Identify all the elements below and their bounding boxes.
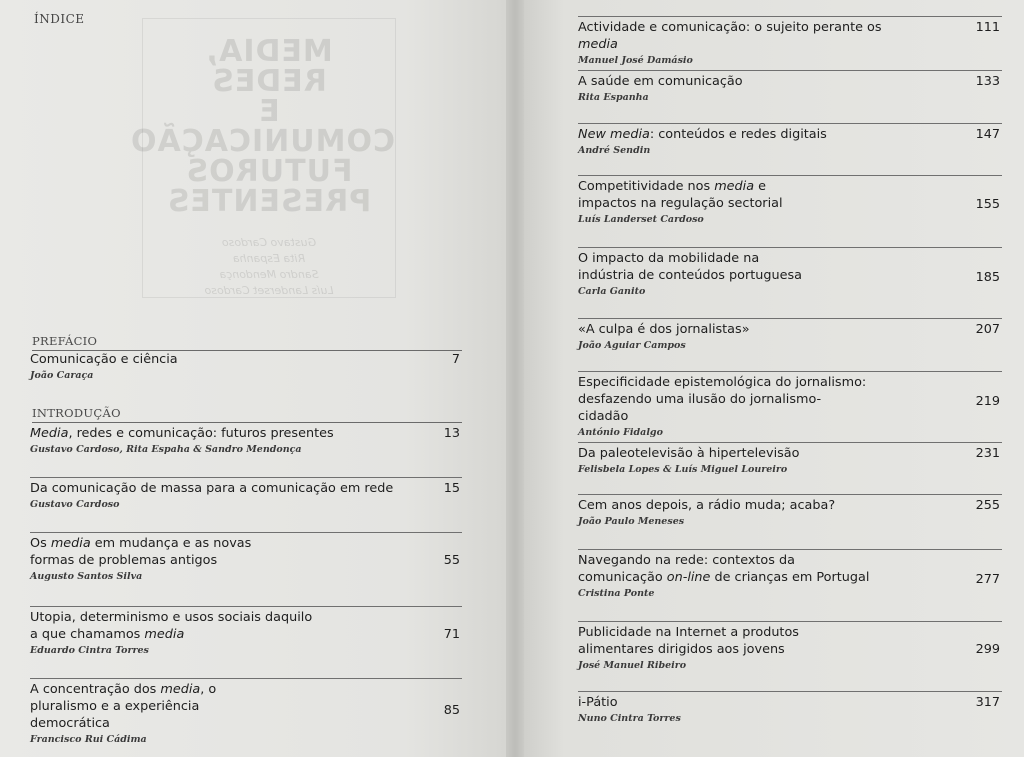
- entry-title: [578, 445, 950, 462]
- entry-title-text: A saúde em comunicação: [578, 74, 743, 89]
- toc-entry[interactable]: [578, 175, 1002, 226]
- entry-page-number: 147: [975, 127, 1000, 142]
- toc-entry[interactable]: [30, 532, 462, 583]
- entry-author: António Fidalgo: [578, 427, 663, 438]
- toc-entry[interactable]: [30, 351, 462, 382]
- toc-entry[interactable]: [578, 318, 1002, 352]
- entry-title-italic: media: [578, 37, 618, 52]
- entry-page-number: 133: [975, 74, 1000, 89]
- entry-title: [30, 609, 320, 643]
- bleed-through-watermark: MEDIA, REDES E COMUNICAÇÃO FUTUROS PRESENTES Gustavo Cardoso Rita Espanha Sandro Mendonça Luís Landerset Cardoso: [142, 18, 396, 298]
- entry-author: Eduardo Cintra Torres: [30, 645, 149, 656]
- entry-title: [578, 178, 828, 212]
- entry-title: [578, 250, 818, 284]
- entry-title: [578, 126, 950, 143]
- entry-page-number: 219: [975, 394, 1000, 409]
- entry-title-text: Especificidade epistemológica do jornalismo: desfazendo uma ilusão do jornalismo-cidadão: [578, 375, 867, 424]
- entry-title-italic: on-line: [666, 570, 711, 585]
- toc-entry[interactable]: [30, 678, 462, 746]
- entry-title-text: O impacto da mobilidade na indústria de conteúdos portuguesa: [578, 251, 802, 283]
- toc-entry[interactable]: [30, 425, 462, 456]
- entry-title: [30, 681, 276, 732]
- entry-title-text: i-Pátio: [578, 695, 618, 710]
- entry-page-number: 7: [451, 352, 460, 367]
- toc-entry[interactable]: [578, 16, 1002, 67]
- entry-author: João Paulo Meneses: [578, 516, 685, 527]
- entry-page-number: 317: [975, 695, 1000, 710]
- entry-title-text: Utopia, determinismo e usos sociais daquilo a que chamamos: [30, 610, 313, 642]
- entry-title-text: Publicidade na Internet a produtos alimentares dirigidos aos jovens: [578, 625, 799, 657]
- entry-title-text: Navegando na rede: contextos da comunicação: [578, 553, 795, 585]
- entry-title-italic: media: [714, 179, 755, 194]
- entry-page-number: 277: [975, 572, 1000, 587]
- toc-entry[interactable]: [30, 477, 462, 511]
- entry-author: Nuno Cintra Torres: [578, 713, 681, 724]
- entry-title: [578, 694, 950, 711]
- entry-page-number: 255: [975, 498, 1000, 513]
- entry-title-text: em mudança e as novas formas de problemas antigos: [30, 536, 252, 568]
- toc-entry[interactable]: [578, 691, 1002, 725]
- toc-entry[interactable]: [578, 123, 1002, 157]
- entry-page-number: 231: [975, 446, 1000, 461]
- entry-title: [30, 480, 430, 497]
- entry-title-text: : conteúdos e redes digitais: [649, 127, 827, 142]
- entry-page-number: 111: [975, 20, 1000, 35]
- entry-title-italic: media: [144, 627, 185, 642]
- entry-title-text: , o pluralismo e a experiência democrática: [30, 682, 217, 731]
- entry-title-text: Actividade e comunicação: o sujeito perante os: [578, 20, 882, 35]
- entry-page-number: 55: [443, 553, 460, 568]
- entry-page-number: 155: [975, 197, 1000, 212]
- entry-page-number: 299: [975, 642, 1000, 657]
- entry-author: Gustavo Cardoso: [30, 499, 120, 510]
- entry-page-number: 185: [975, 270, 1000, 285]
- toc-entry[interactable]: [578, 442, 1002, 476]
- entry-author: Rita Espanha: [578, 92, 649, 103]
- entry-author: João Caraça: [30, 370, 94, 381]
- entry-title-text: Da paleotelevisão à hipertelevisão: [578, 446, 800, 461]
- entry-page-number: 85: [443, 703, 460, 718]
- entry-author: Francisco Rui Cádima: [30, 734, 147, 745]
- entry-title: [578, 73, 950, 90]
- entry-title-text: A concentração dos: [30, 682, 161, 697]
- section-label-introducao: INTRODUÇÃO: [32, 406, 462, 423]
- entry-title-text: Os: [30, 536, 51, 551]
- entry-author: Gustavo Cardoso, Rita Espaha & Sandro Mendonça: [30, 444, 302, 455]
- entry-author: Augusto Santos Silva: [30, 571, 143, 582]
- toc-entry[interactable]: [578, 621, 1002, 672]
- entry-title-italic: Media: [30, 426, 69, 441]
- entry-page-number: 13: [443, 426, 460, 441]
- entry-page-number: 15: [443, 481, 460, 496]
- toc-entry[interactable]: [578, 549, 1002, 600]
- entry-title-text: «A culpa é dos jornalistas»: [578, 322, 750, 337]
- section-label-prefacio: PREFÁCIO: [32, 334, 462, 351]
- entry-title: [578, 19, 918, 53]
- entry-page-number: 207: [975, 322, 1000, 337]
- toc-entry[interactable]: [578, 371, 1002, 439]
- book-gutter: [506, 0, 524, 757]
- entry-author: Manuel José Damásio: [578, 55, 693, 66]
- entry-title: [578, 497, 950, 514]
- right-page: [524, 0, 1024, 757]
- left-page: [0, 0, 506, 757]
- entry-author: André Sendin: [578, 145, 651, 156]
- entry-title-italic: New media: [578, 127, 650, 142]
- entry-author: Carla Ganito: [578, 286, 646, 297]
- toc-entry[interactable]: [578, 247, 1002, 298]
- entry-title: [30, 425, 402, 442]
- entry-title-text: Cem anos depois, a rádio muda; acaba?: [578, 498, 836, 513]
- toc-entry[interactable]: [30, 606, 462, 657]
- entry-title: [578, 552, 878, 586]
- entry-title-italic: media: [160, 682, 201, 697]
- entry-author: José Manuel Ribeiro: [578, 660, 687, 671]
- entry-title-text: Da comunicação de massa para a comunicação em rede: [30, 481, 394, 496]
- toc-entry[interactable]: [578, 70, 1002, 104]
- entry-title: [578, 321, 950, 338]
- index-heading: ÍNDICE: [34, 12, 85, 26]
- toc-entry[interactable]: [578, 494, 1002, 528]
- entry-author: Cristina Ponte: [578, 588, 655, 599]
- entry-title-text: de crianças em Portugal: [710, 570, 870, 585]
- entry-page-number: 71: [443, 627, 460, 642]
- entry-title-text: e impactos na regulação sectorial: [578, 179, 783, 211]
- entry-title-italic: media: [50, 536, 91, 551]
- entry-author: João Aguiar Campos: [578, 340, 686, 351]
- entry-title-text: Comunicação e ciência: [30, 352, 178, 367]
- entry-author: Luís Landerset Cardoso: [578, 214, 704, 225]
- entry-title: [578, 624, 878, 658]
- entry-title-text: Competitividade nos: [578, 179, 715, 194]
- entry-title: [30, 351, 402, 368]
- entry-title: [578, 374, 868, 425]
- entry-title: [30, 535, 292, 569]
- entry-author: Felisbela Lopes & Luís Miguel Loureiro: [578, 464, 788, 475]
- entry-title-text: , redes e comunicação: futuros presentes: [68, 426, 334, 441]
